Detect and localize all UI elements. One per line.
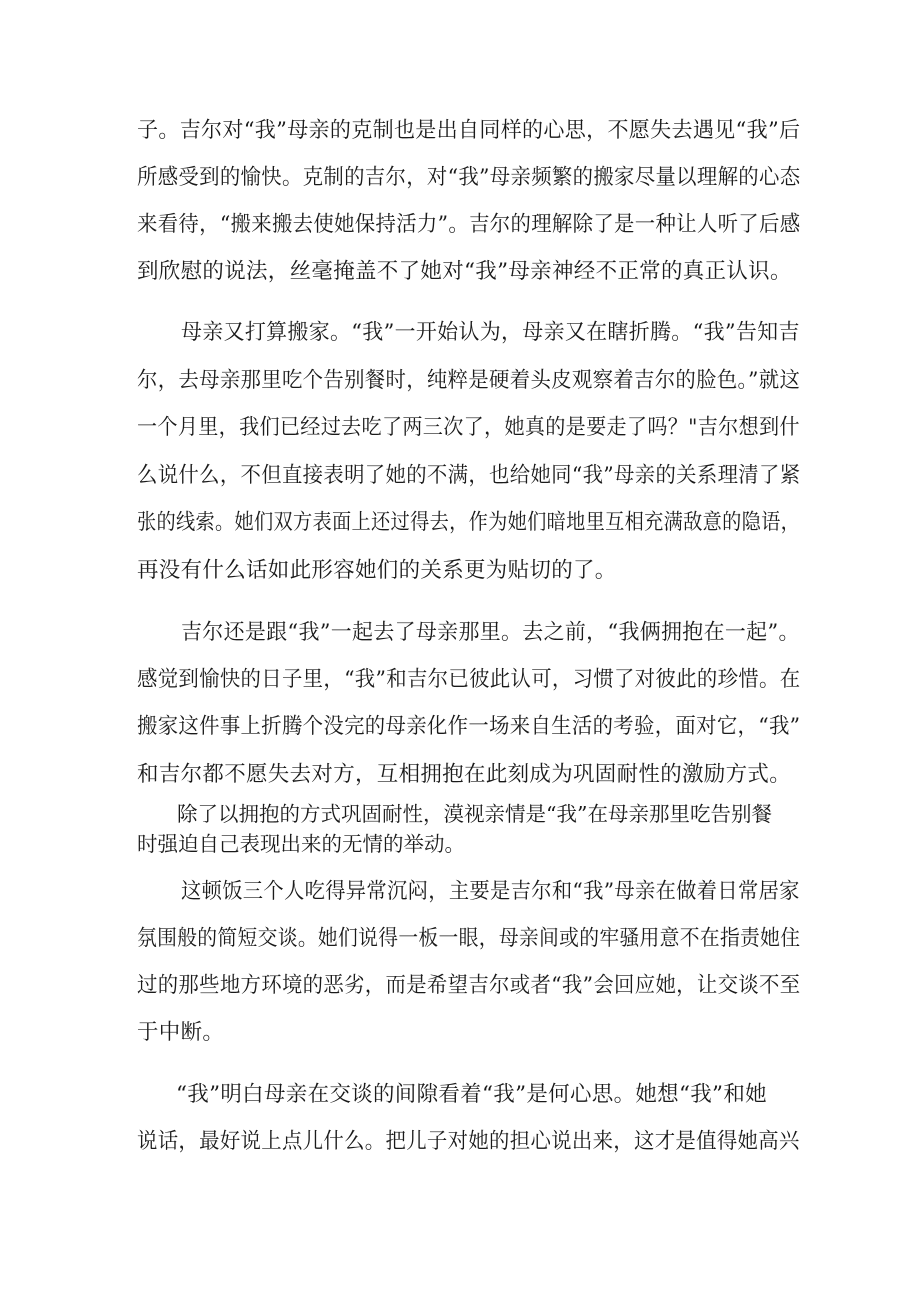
- text-line: 张的线索。她们双方表面上还过得去，作为她们暗地里互相充满敌意的隐语，: [137, 510, 801, 535]
- text-line: 说话，最好说上点儿什么。把儿子对她的担心说出来，这才是值得她高兴: [137, 1129, 800, 1154]
- text-line: 一个月里，我们已经过去吃了两三次了，她真的是要走了吗？"吉尔想到什: [137, 415, 800, 440]
- text-line: “我”明白母亲在交谈的间隙看着“我”是何心思。她想“我”和她: [176, 1082, 767, 1107]
- text-line: 尔，去母亲那里吃个告别餐时，纯粹是硬着头皮观察着吉尔的脸色。”就这: [137, 368, 801, 393]
- text-line: 和吉尔都不愿失去对方，互相拥抱在此刻成为巩固耐性的激励方式。: [137, 762, 792, 787]
- text-line: 吉尔还是跟“我”一起去了母亲那里。去之前，“我俩拥抱在一起”。: [181, 620, 800, 645]
- text-line: 么说什么，不但直接表明了她的不满，也给她同“我”母亲的关系理清了紧: [137, 463, 801, 488]
- text-line: 搬家这件事上折腾个没完的母亲化作一场来自生活的考验，面对它，“我”: [137, 714, 801, 739]
- text-line: 来看待，“搬来搬去使她保持活力”。吉尔的理解除了是一种让人听了后感: [137, 212, 801, 237]
- text-line: 感觉到愉快的日子里，“我”和吉尔已彼此认可，习惯了对彼此的珍惜。在: [137, 667, 801, 692]
- text-line: 于中断。: [137, 1020, 225, 1045]
- text-line: 再没有什么话如此形容她们的关系更为贴切的了。: [137, 558, 617, 583]
- text-line: 母亲又打算搬家。“我”一开始认为，母亲又在瞎折腾。“我”告知吉: [181, 320, 800, 345]
- text-line: 除了以拥抱的方式巩固耐性，漠视亲情是“我”在母亲那里吃告别餐: [177, 802, 772, 826]
- text-line: 这顿饭三个人吃得异常沉闷，主要是吉尔和“我”母亲在做着日常居家: [181, 879, 800, 904]
- text-line: 氛围般的简短交谈。她们说得一板一眼，母亲间或的牢骚用意不在指责她住: [137, 926, 801, 951]
- text-line: 时强迫自己表现出来的无情的举动。: [137, 832, 465, 856]
- text-line: 所感受到的愉快。克制的吉尔，对“我”母亲频繁的搬家尽量以理解的心态: [137, 165, 801, 190]
- text-line: 子。吉尔对“我”母亲的克制也是出自同样的心思，不愿失去遇见“我”后: [137, 118, 801, 143]
- text-line: 到欣慰的说法，丝毫掩盖不了她对“我”母亲神经不正常的真正认识。: [137, 259, 792, 284]
- text-line: 过的那些地方环境的恶劣，而是希望吉尔或者“我”会回应她，让交谈不至: [137, 973, 801, 998]
